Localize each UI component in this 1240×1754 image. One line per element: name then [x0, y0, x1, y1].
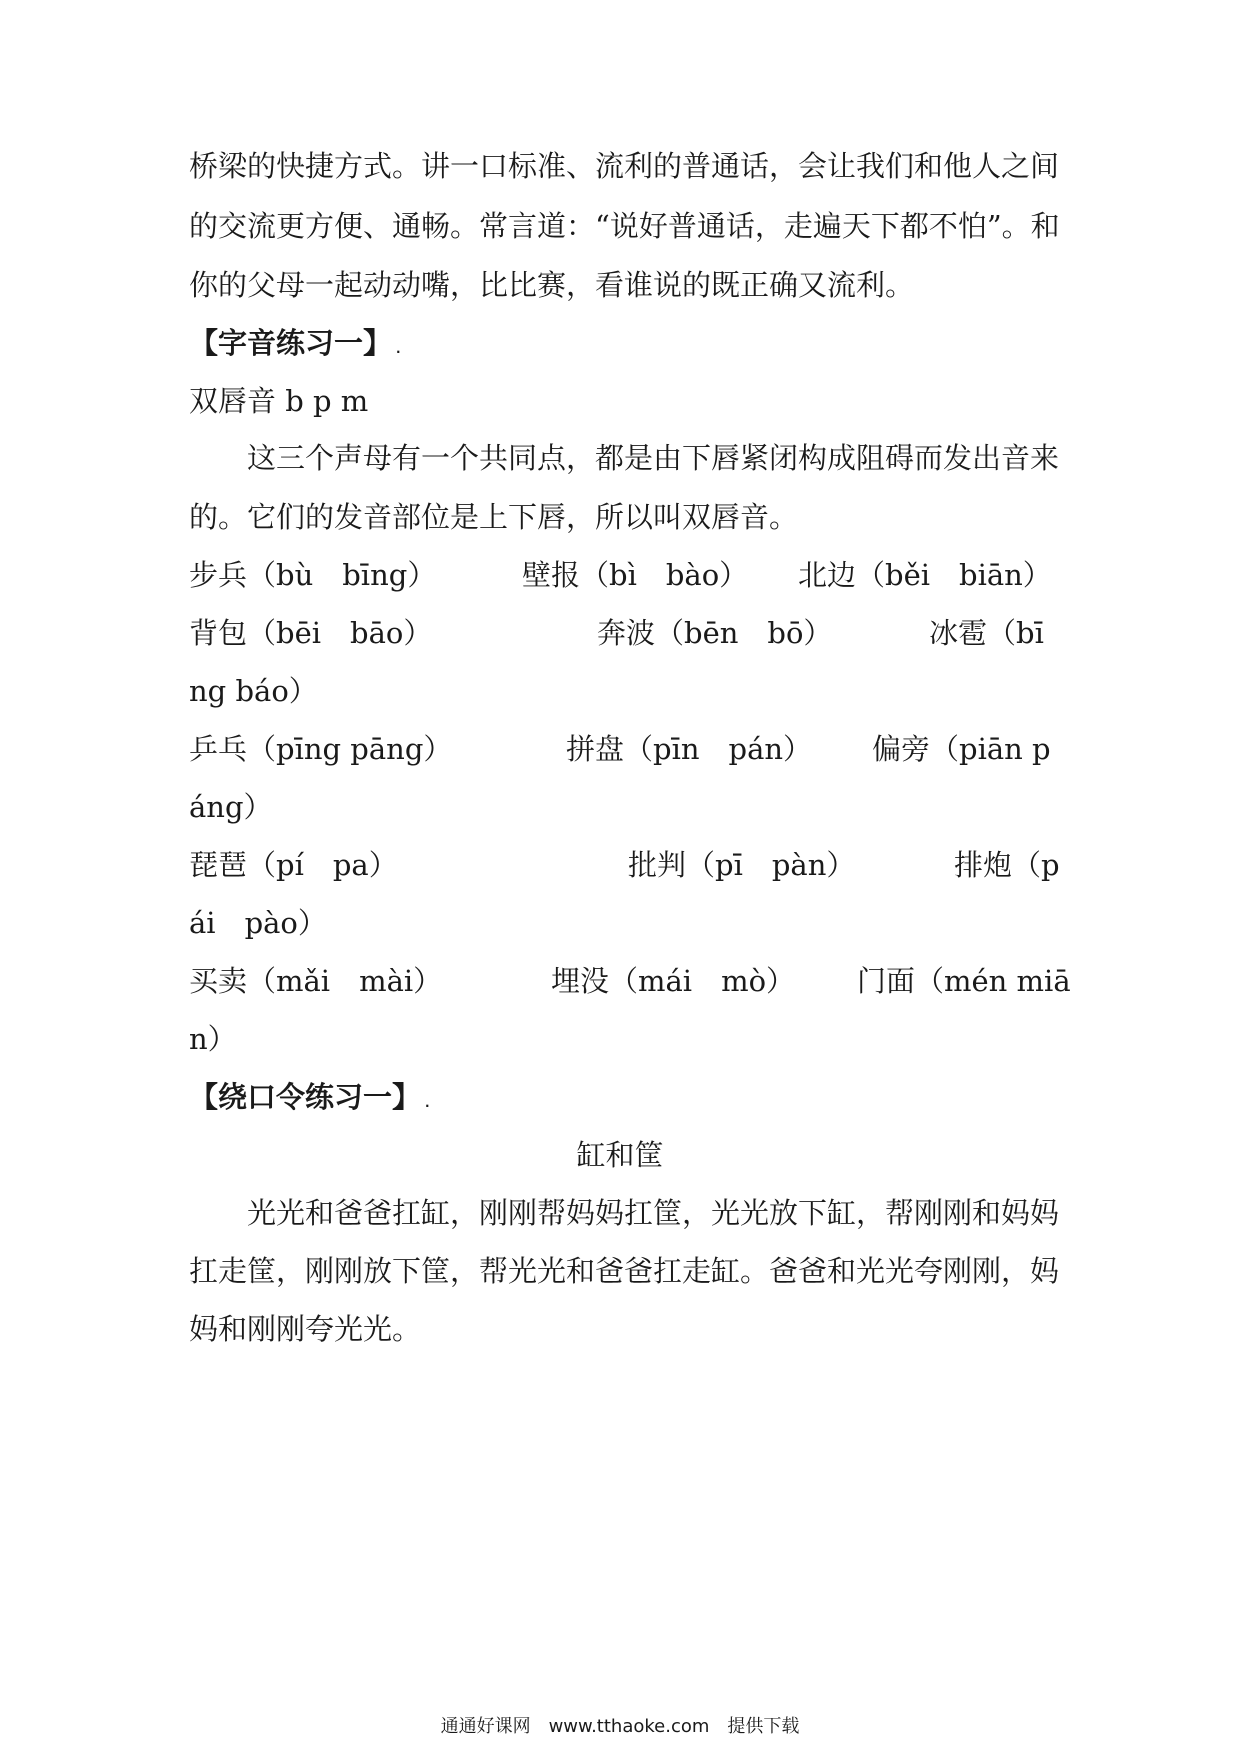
word-item: 壁报（bì bào）	[522, 558, 749, 592]
word-item-continuation: n）	[189, 1022, 237, 1056]
word-item: 拼盘（pīn pán）	[566, 732, 813, 766]
section-heading-tongue-twister	[189, 1077, 430, 1123]
word-item: 步兵（bù bīng）	[189, 558, 437, 592]
word-item: 批判（pī pàn）	[628, 848, 856, 882]
intro-line-1: 桥梁的快捷方式。讲一口标准、流利的普通话，会让我们和他人之间	[189, 149, 1060, 183]
word-item: 冰雹（bī	[929, 616, 1044, 650]
word-item: 排炮（p	[954, 848, 1060, 882]
intro-line-2: 的交流更方便、通畅。常言道：“说好普通话，走遍天下都不怕”。和	[189, 209, 1060, 243]
heading-text: 【绕口令练习一】	[189, 1080, 422, 1114]
word-item: 背包（bēi bāo）	[189, 616, 433, 650]
word-item-continuation: áng）	[189, 790, 273, 824]
subtitle-bilabial: 双唇音 b p m	[189, 384, 369, 418]
word-item: 埋没（mái mò）	[551, 964, 796, 998]
tongue-twister-line-3: 妈和刚刚夸光光。	[189, 1312, 422, 1346]
tongue-twister-line-2: 扛走筐，刚刚放下筐，帮光光和爸爸扛走缸。爸爸和光光夸刚刚，妈	[189, 1254, 1060, 1288]
word-item: 买卖（mǎi mài）	[189, 964, 443, 998]
paragraph-line-1: 这三个声母有一个共同点，都是由下唇紧闭构成阻碍而发出音来	[189, 441, 1060, 475]
word-item: 偏旁（piān p	[872, 732, 1051, 766]
heading-dot: .	[396, 342, 401, 356]
tongue-twister-line-1: 光光和爸爸扛缸，刚刚帮妈妈扛筐，光光放下缸，帮刚刚和妈妈	[189, 1196, 1060, 1230]
word-item-continuation: ng báo）	[189, 674, 318, 708]
word-item: 琵琶（pí pa）	[189, 848, 398, 882]
word-item: 乒乓（pīng pāng）	[189, 732, 453, 766]
intro-line-3: 你的父母一起动动嘴，比比赛，看谁说的既正确又流利。	[189, 268, 915, 302]
heading-dot: .	[425, 1096, 430, 1110]
word-item: 奔波（bēn bō）	[597, 616, 833, 650]
word-item: 门面（mén miā	[857, 964, 1071, 998]
tongue-twister-title: 缸和筐	[576, 1138, 664, 1172]
word-item: 北边（běi biān）	[798, 558, 1052, 592]
paragraph-line-2: 的。它们的发音部位是上下唇，所以叫双唇音。	[189, 500, 799, 534]
section-heading-pronunciation	[189, 323, 401, 369]
heading-text: 【字音练习一】	[189, 326, 393, 360]
word-item-continuation: ái pào）	[189, 906, 327, 940]
footer-watermark: 通通好课网 www.tthaoke.com 提供下载	[440, 1716, 800, 1737]
